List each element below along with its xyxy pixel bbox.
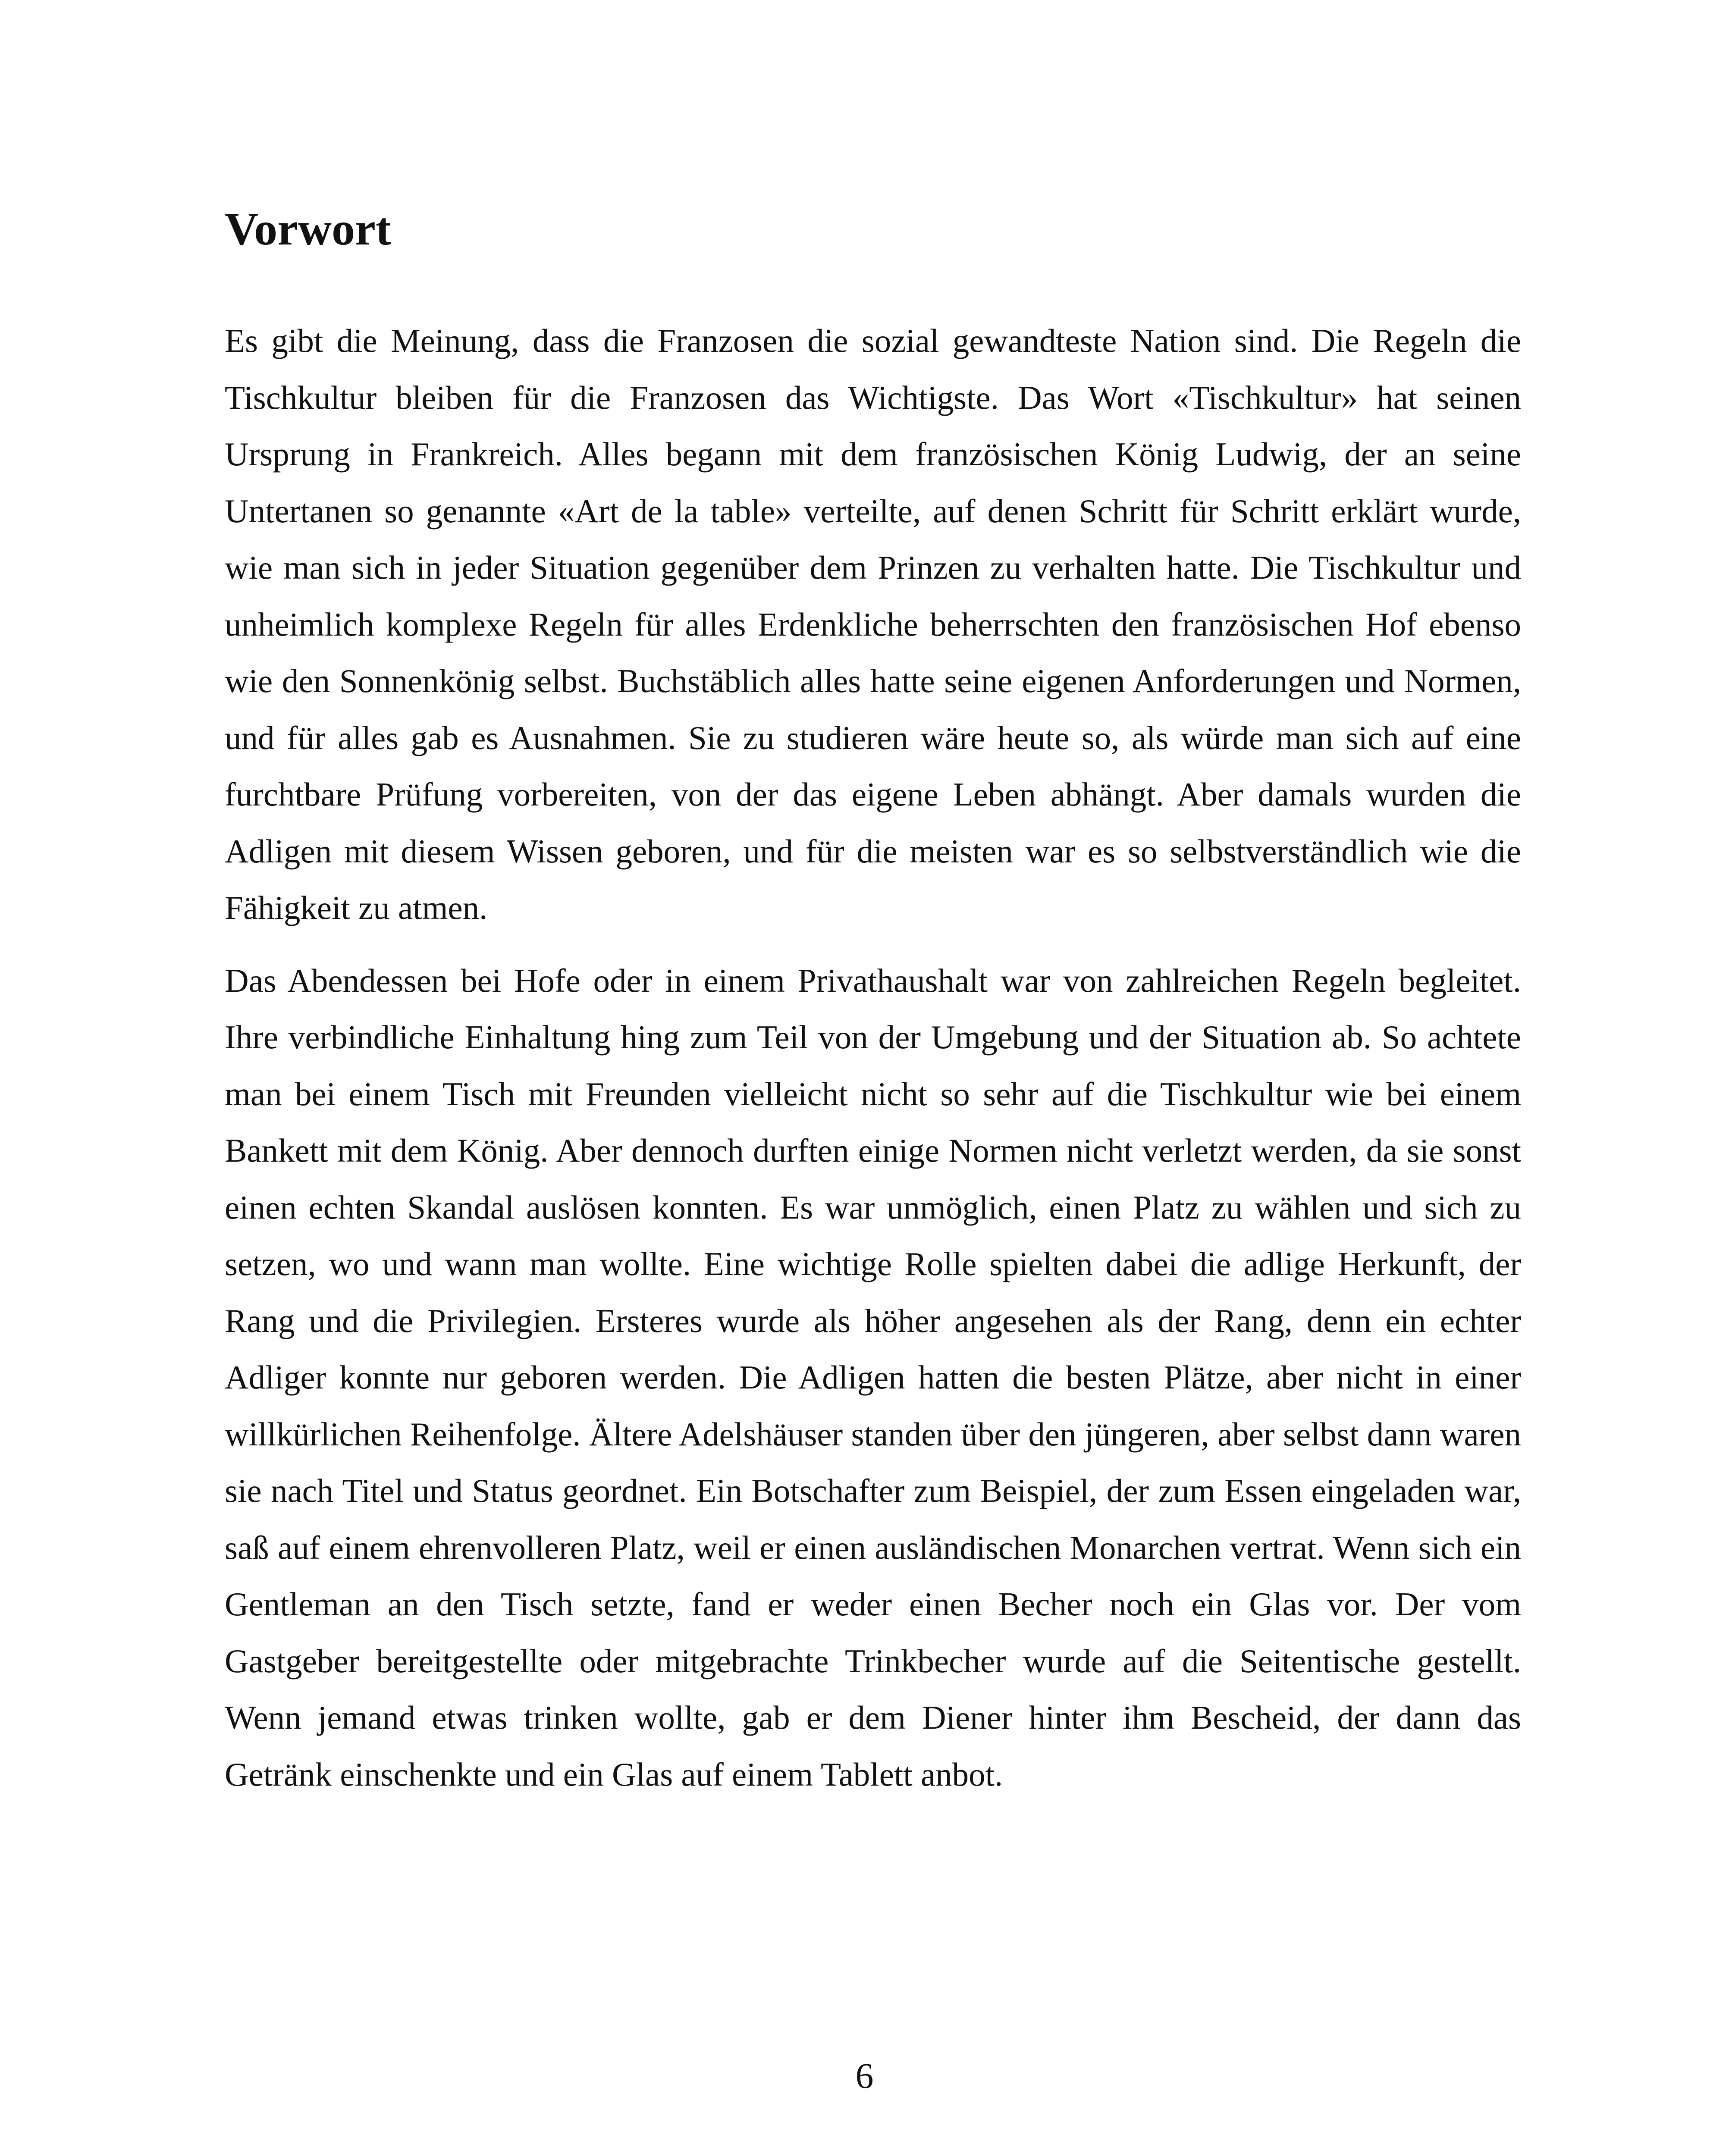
body-text (225, 313, 1521, 1803)
section-heading: Vorwort (225, 204, 391, 255)
paragraph-2: Das Abendessen bei Hofe oder in einem Privathaushalt war von zahlreichen Regeln begleitet. Ihre verbindliche Einhaltung hing zum Teil von der Umgebung und der Situation ab. So achtete man bei einem Tisch mit Freunden vielleicht nicht so sehr auf die Tischkultur wie bei einem Bankett mit dem König. Aber dennoch durften einige Normen nicht verletzt werden, da sie sonst einen echten Skandal auslösen konnten. Es war unmöglich, einen Platz zu wählen und sich zu setzen, wo und wann man wollte. Eine wichtige Rolle spielten dabei die adlige Herkunft, der Rang und die Privilegien. Ersteres wurde als höher angesehen als der Rang, denn ein echter Adliger konnte nur geboren werden. Die Adligen hatten die besten Plätze, aber nicht in einer willkürlichen Reihenfolge. Ältere Adelshäuser standen über den jüngeren, aber selbst dann waren sie nach Titel und Status geordnet. Ein Botschafter zum Beispiel, der zum Essen eingeladen war, saß auf einem ehrenvolleren Platz, weil er einen ausländischen Monarchen vertrat. Wenn sich ein Gentleman an den Tisch setzte, fand er weder einen Becher noch ein Glas vor. Der vom Gastgeber bereitgestellte oder mitgebrachte Trinkbecher wurde auf die Seitentische gestellt. Wenn jemand etwas trinken wollte, gab er dem Diener hinter ihm Bescheid, der dann das Getränk einschenkte und ein Glas auf einem Tablett anbot. (225, 962, 1521, 1793)
page-number: 6 (855, 2056, 874, 2096)
paragraph-1: Es gibt die Meinung, dass die Franzosen die sozial gewandteste Nation sind. Die Regeln die Tischkultur bleiben für die Franzosen das Wichtigste. Das Wort «Tischkultur» hat seinen Ursprung in Frankreich. Alles begann mit dem französischen König Ludwig, der an seine Untertanen so genannte «Art de la table» verteilte, auf denen Schritt für Schritt erklärt wurde, wie man sich in jeder Situation gegenüber dem Prinzen zu verhalten hatte. Die Tischkultur und unheimlich komplexe Regeln für alles Erdenkliche beherrschten den französischen Hof ebenso wie den Sonnenkönig selbst. Buchstäblich alles hatte seine eigenen Anforderungen und Normen, und für alles gab es Ausnahmen. Sie zu studieren wäre heute so, als würde man sich auf eine furchtbare Prüfung vorbereiten, von der das eigene Leben abhängt. Aber damals wurden die Adligen mit diesem Wissen geboren, und für die meisten war es so selbstverständlich wie die Fähigkeit zu atmen. (225, 322, 1521, 926)
